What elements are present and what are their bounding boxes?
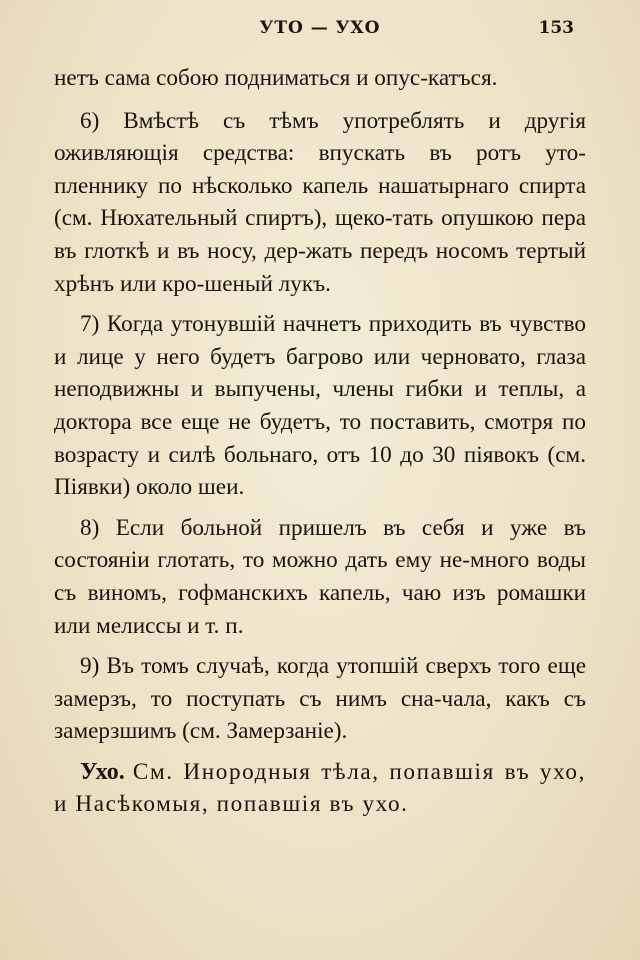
- paragraph-8: 8) Если больной пришелъ въ себя и уже въ состояніи глотать, то можно дать ему не-много воды съ виномъ, гофманскихъ капель, чаю изъ ромашки или мелиссы и т. п.: [54, 514, 586, 639]
- entry-headword: Ухо.: [80, 758, 125, 785]
- paragraph-7: 7) Когда утонувшій начнетъ приходить въ чувство и лице у него будетъ багрово или черновато, глаза неподвижны и выпучены, члены гибки и теплы, а доктора все еще не будетъ, то поставить, смотря по возрасту и силѣ больнаго, отъ 10 до 30 піявокъ (см. Піявки) около шеи.: [54, 311, 586, 501]
- entry-text: См. Инородныя тѣла, попавшія въ ухо, и Насѣкомыя, попавшія въ ухо.: [54, 758, 587, 818]
- running-title: УТО — УХО: [259, 18, 381, 38]
- running-head: [0, 18, 640, 46]
- body-text: [54, 62, 586, 829]
- paragraph-continuation: нетъ сама собою подниматься и опус-катъся.: [54, 65, 498, 91]
- paragraph-9: 9) Въ томъ случаѣ, когда утопшій сверхъ того еще замерзъ, то поступать съ нимъ сна-чала, какъ съ замерзшимъ (см. Замерзаніе).: [54, 653, 586, 745]
- dictionary-entry: [54, 756, 586, 821]
- paragraph-6: 6) Вмѣстѣ съ тѣмъ употреблять и другія оживляющія средства: впускать въ ротъ уто-пленнику по нѣсколько капель нашатырнаго спирта (см. Нюхательный спиртъ), щеко-тать опушкою пера въ глоткѣ и въ носу, дер-жать передъ носомъ тертый хрѣнъ или кро-шеный лукъ.: [54, 107, 586, 297]
- page-number: 153: [538, 18, 574, 38]
